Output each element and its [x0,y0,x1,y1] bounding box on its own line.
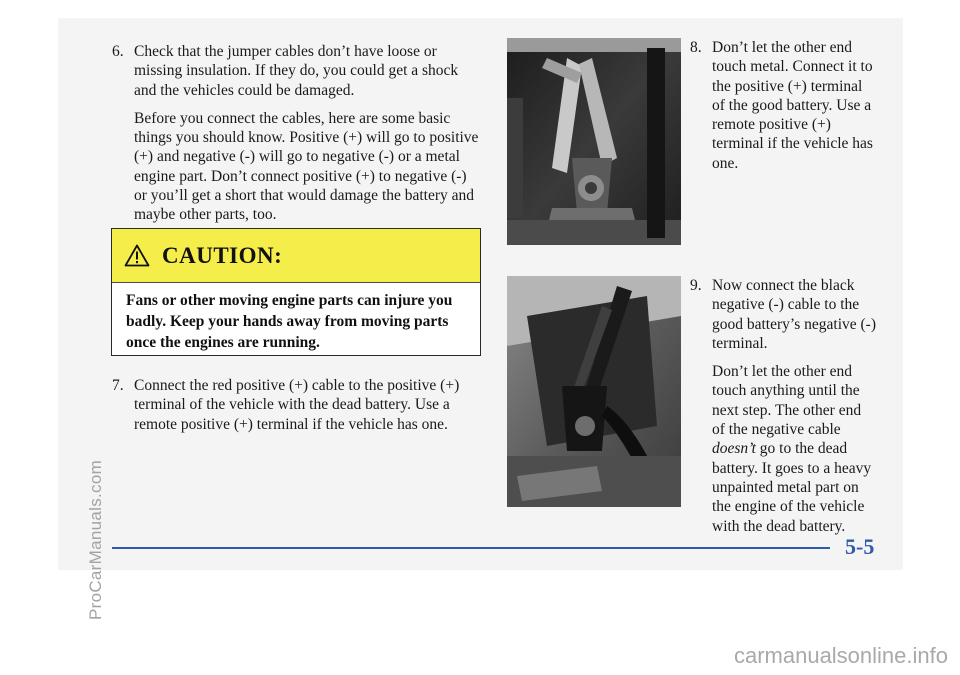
step-6-paragraph-2: Before you connect the cables, here are some basic things you should know. Positive (+) will go to positive (+) and negative (-) will go to negative (-) or a metal engine part. Don’t connect positive (+) to negative (-) or you’ll get a short that would damage the battery and maybe other parts, too. [134,109,479,224]
step-9-paragraph-2-start: Don’t let the other end touch anything until the next step. The other end of the negative cable [712,363,862,439]
site-footer: carmanualsonline.info [733,643,948,668]
side-watermark: ProCarManuals.com [86,459,105,620]
footer-rule [112,547,830,549]
step-6-paragraph-1: Check that the jumper cables don’t have loose or missing insulation. If they do, you could get a shock and the vehicles could be damaged. [134,43,459,99]
caution-message: Fans or other moving engine parts can injure you badly. Keep your hands away from moving parts once the engines are running. [126,292,453,351]
step-8-number: 8. [690,39,702,56]
step-6-body [134,42,482,225]
caution-title: CAUTION: [162,242,283,268]
step-9-paragraph-2-end: go to the dead battery. It goes to a heavy unpainted metal part on the engine of the vehicle with the dead battery. [712,440,872,535]
step-9-body [712,276,877,536]
warning-triangle-icon [124,244,150,267]
negative-clamp-photo [507,276,681,507]
step-8-body: Don’t let the other end touch metal. Connect it to the positive (+) terminal of the good battery. Use a remote positive (+) terminal if the vehicle has one. [712,39,873,172]
step-6-number: 6. [112,43,124,60]
step-9-paragraph-2 [712,362,877,536]
step-7-number: 7. [112,377,124,394]
step-9-paragraph-1: Now connect the black negative (-) cable to the good battery’s negative (-) terminal. [712,277,876,352]
step-7-body: Connect the red positive (+) cable to the positive (+) terminal of the vehicle with the dead battery. Use a remote positive (+) terminal if the vehicle has one. [134,377,460,433]
page-number: 5-5 [845,534,875,559]
step-9-number: 9. [690,277,702,294]
positive-clamp-photo [507,38,681,245]
step-9-emphasis: doesn’t [712,440,756,458]
caution-header [112,229,480,283]
caution-box [111,228,481,356]
